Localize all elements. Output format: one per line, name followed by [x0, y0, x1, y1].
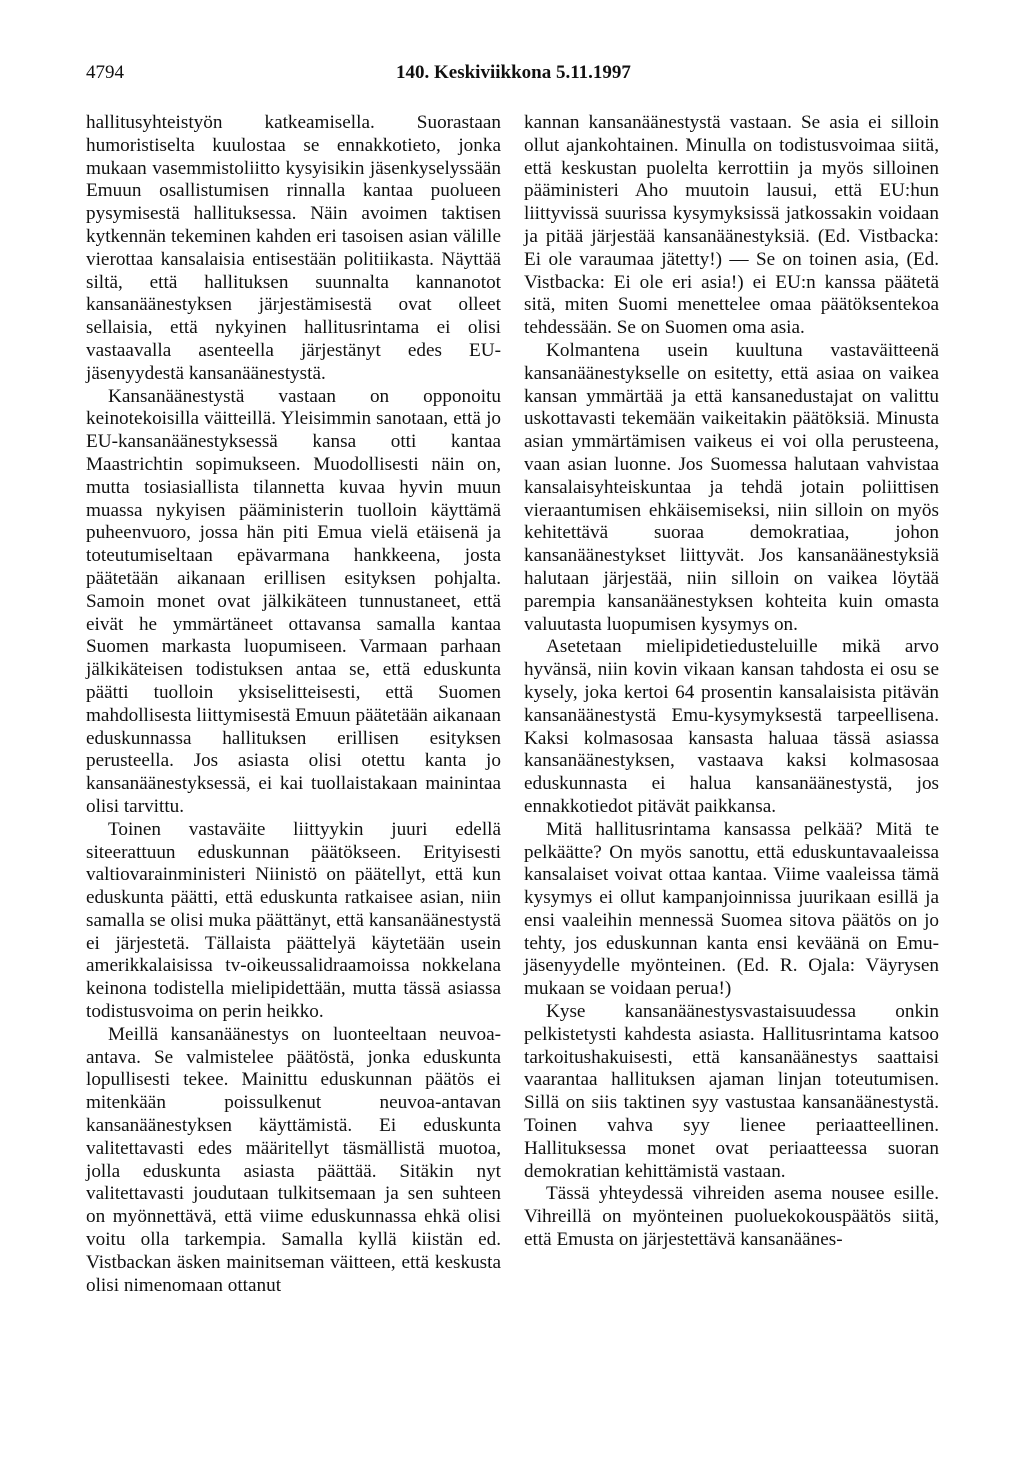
- paragraph: hallitusyhteistyön katkeamisella. Suorastaan humoristiselta kuulostaa se ennakkotieto, jonka mukaan vasemmistoliitto kysyisikin jäsenkyselyssään Emuun osallistumisen rinnalla kantaa puolueen pysymisestä hallituksessa. Näin avoimen taktisen kytkennän tekeminen kahden eri tasoisen asian välille vierottaa kansalaisia entisestään politiikasta. Näyttää siltä, että hallituksen suunnalta kannanotot kansanäänestyksen järjestämisestä ovat olleet sellaisia, että nykyinen hallitusrintama ei olisi vastaavalla asenteella järjestänyt edes EU-jäsenyydestä kansanäänestystä.: [86, 112, 501, 384]
- paragraph: Kansanäänestystä vastaan on opponoitu keinotekoisilla väitteillä. Yleisimmin sanotaan, että jo EU-kansanäänestyksessä kansa otti kantaa Maastrichtin sopimukseen. Muodollisesti näin on, mutta tosiasiallista tilannetta kuvaa hyvin muun muassa nykyisen pääministerin tuolloin käyttämä puheenvuoro, jossa hän piti Emua vielä etäisenä ja toteutumiseltaan epävarmana hankkeena, josta päätetään aikanaan erillisen esityksen pohjalta. Samoin monet ovat jälkikäteen tunnustaneet, että eivät he ymmärtäneet ottavansa samalla kantaa Suomen markasta luopumiseen. Varmaan parhaan jälkikäteisen todistuksen antaa se, että eduskunta päätti tuolloin yksiselitteisesti, että Suomen mahdollisesta liittymisestä Emuun päätetään aikanaan eduskunnassa hallituksen erillisen esityksen perusteella. Jos asiasta olisi otettu kanta jo kansanäänestyksessä, ei kai tuollaistakaan mainintaa olisi tarvittu.: [86, 385, 501, 817]
- paragraph: Tässä yhteydessä vihreiden asema nousee esille. Vihreillä on myönteinen puoluekokouspäätös siitä, että Emusta on järjestettävä kansanäänes-: [524, 1183, 939, 1251]
- page-header: [86, 62, 966, 88]
- paragraph: Mitä hallitusrintama kansassa pelkää? Mitä te pelkäätte? On myös sanottu, että eduskuntavaaleissa kansalaiset voivat ottaa kantaa. Viime vaaleissa tämä kysymys ei ollut kampanjoinnissa juurikaan esillä ja ensi vaaleihin mennessä Suomea sitova päätös on jo tehty, jos eduskunnan kanta ensi keväänä on Emu-jäsenyydelle myönteinen. (Ed. R. Ojala: Väyrysen mukaan se voidaan perua!): [524, 818, 939, 1000]
- right-column: [524, 112, 939, 1252]
- session-date-heading: 140. Keskiviikkona 5.11.1997: [396, 62, 631, 83]
- paragraph: Kyse kansanäänestysvastaisuudessa onkin pelkistetysti kahdesta asiasta. Hallitusrintama katsoo tarkoitushakuisesti, että kansanäänestys saattaisi vaarantaa hallituksen ajaman linjan toteutumisen. Sillä on siis taktinen syy vastustaa kansanäänestystä. Toinen vahva syy lienee periaatteellinen. Hallituksessa monet ovat periaatteessa suoran demokratian kehittämistä vastaan.: [524, 1001, 939, 1182]
- page-number: 4794: [86, 62, 124, 83]
- paragraph: Asetetaan mielipidetiedusteluille mikä arvo hyvänsä, niin kovin vikaan kansan tahdosta ei osu se kysely, joka kertoi 64 prosentin kansalaisista pitävän kansanäänestystä Emu-kysymyksestä tarpeellisena. Kaksi kolmasosaa kansasta haluaa tässä asiassa kansanäänestyksen, vastaava kaksi kolmasosaa eduskunnasta ei halua kansanäänestystä, jos ennakkotiedot pitävät paikkansa.: [524, 636, 939, 817]
- left-column: [86, 112, 501, 1297]
- paragraph: Toinen vastaväite liittyykin juuri edellä siteerattuun eduskunnan päätökseen. Erityisesti valtiovarainministeri Niinistö on päätellyt, että kun eduskunta päätti, että eduskunta ratkaisee asian, niin samalla se olisi muka päättänyt, että kansanäänestystä ei järjestetä. Tällaista päättelyä käytetään usein amerikkalaisissa tv-oikeussalidraamoissa nokkelana keinona todistella mielipidettään, mutta tässä asiassa todistusvoima on perin heikko.: [86, 818, 501, 1023]
- paragraph: Kolmantena usein kuultuna vastaväitteenä kansanäänestykselle on esitetty, että asiaa on vaikea kansan ymmärtää ja että kansanedustajat on valittu uskottavasti tekemään vaikeitakin päätöksiä. Minusta asian ymmärtämisen vaikeus ei voi olla perusteena, vaan asian luonne. Jos Suomessa halutaan vahvistaa kansalaisyhteiskuntaa ja tehdä jotain poliittisen vieraantumisen ehkäisemiseksi, niin silloin on myös kehitettävä suoraa demokratiaa, johon kansanäänestykset liittyvät. Jos kansanäänestyksiä halutaan järjestää, niin silloin on vaikea löytää parempia kansanäänestyksen kohteita kuin omasta valuutasta luopumisen kysymys on.: [524, 339, 939, 635]
- paragraph: Meillä kansanäänestys on luonteeltaan neuvoa-antava. Se valmistelee päätöstä, jonka eduskunta lopullisesti tekee. Mainittu eduskunnan päätös ei mitenkään poissulkenut neuvoa-antavan kansanäänestyksen käyttämistä. Ei eduskunta valitettavasti edes määritellyt täsmällistä muotoa, jolla eduskunta asiasta päättää. Sitäkin nyt valitettavasti joudutaan tulkitsemaan ja sen suhteen on myönnettävä, että viime eduskunnassa ehkä olisi voitu olla tarkempia. Samalla kyllä kiistän ed. Vistbackan äsken mainitseman väitteen, että keskusta olisi nimenomaan ottanut: [86, 1023, 501, 1296]
- paragraph: kannan kansanäänestystä vastaan. Se asia ei silloin ollut ajankohtainen. Minulla on todistusvoimaa siitä, että keskustan puolelta kerrottiin ja myös silloinen pääministeri Aho muutoin lausui, että EU:hun liittyvissä suurissa kysymyksissä jatkossakin voidaan ja pitää järjestää kansanäänestyksiä. (Ed. Vistbacka: Ei ole varaumaa jätetty!) — Se on toinen asia, (Ed. Vistbacka: Ei ole eri asia!) ei EU:n kanssa päätetä sitä, miten Suomi menettelee omaa päätöksentekoa tehdessään. Se on Suomen oma asia.: [524, 112, 939, 339]
